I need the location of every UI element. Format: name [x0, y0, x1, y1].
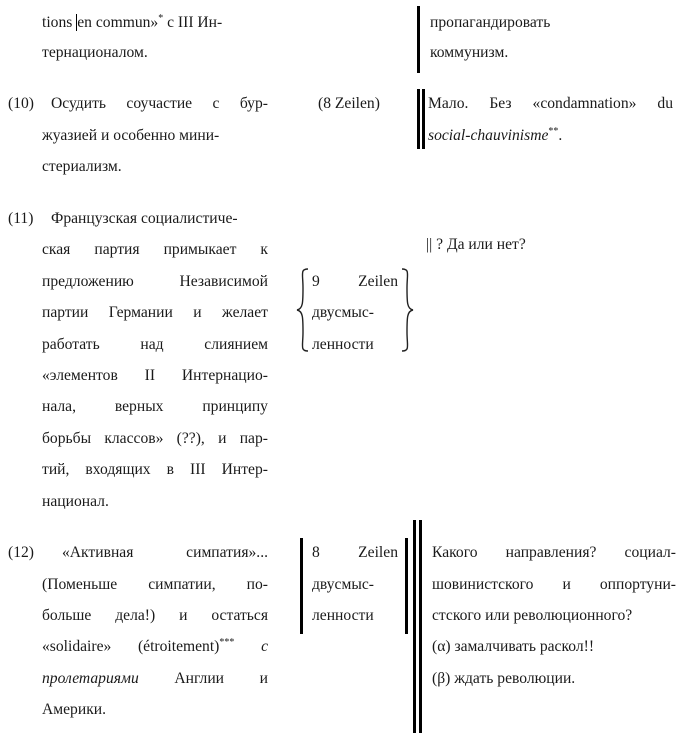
- item12-mid-line-2: двусмыс-: [312, 576, 374, 593]
- left-curly-brace: [296, 268, 310, 352]
- item10-mid-note: (8 Zeilen): [318, 95, 380, 112]
- item10-number: (10): [8, 95, 34, 112]
- text-cursor: en commun»: [77, 14, 159, 31]
- item12-right-line-5: (β) ждать революции.: [432, 670, 576, 687]
- item11-line-2: ская партия примыкает к: [42, 241, 268, 258]
- item11-mid-line-1: 9 Zeilen: [312, 273, 398, 290]
- item12-right-line-1: Какого направления? социал-: [432, 544, 676, 561]
- item11-line-3: предложению Независимой: [42, 273, 268, 290]
- item11-mid-line-3: ленности: [312, 336, 374, 353]
- item10-line-2: жуазией и особенно мини-: [42, 127, 220, 144]
- double-bar-left: [417, 89, 420, 149]
- item12-number: (12): [8, 544, 34, 561]
- item10-line-3: стериализм.: [42, 158, 122, 175]
- item11-right-note: || ? Да или нет?: [426, 236, 526, 253]
- item12-line-2: (Поменьше симпатии, по-: [42, 576, 268, 593]
- item11-line-4: партии Германии и желает: [42, 304, 268, 321]
- item11-line-9: тий, входящих в III Интер-: [42, 461, 268, 478]
- item11-mid-line-2: двусмыс-: [312, 304, 374, 321]
- item12-right-line-2: шовинистского и оппортуни-: [432, 576, 676, 593]
- double-bar-right: [422, 89, 425, 149]
- item12-line-5: пролетариями Англии и: [42, 670, 268, 687]
- item11-line-6: «элементов II Интернацио-: [42, 367, 268, 384]
- margin-bar: [417, 6, 420, 73]
- item12-right-line-4: (α) замалчивать раскол!!: [432, 638, 595, 655]
- top-left-line-1: tions en commun»* с III Ин-: [42, 12, 223, 31]
- item12-mid-line-1: 8 Zeilen: [312, 544, 398, 561]
- item10-right-line-2: social-chauvinisme**.: [428, 125, 563, 144]
- item10-line-1: Осудить соучастие с бур-: [51, 95, 268, 112]
- right-curly-brace: [400, 268, 414, 352]
- item12-line-1: «Активная симпатия»...: [62, 544, 268, 561]
- item11-line-5: работать над слиянием: [42, 336, 268, 353]
- item12-double-bar-right: [419, 520, 422, 733]
- top-left-line-2: тернационалом.: [42, 44, 148, 61]
- item11-line-8: борьбы классов» (??), и пар-: [42, 430, 268, 447]
- item12-line-6: Америки.: [42, 701, 107, 718]
- item11-number: (11): [8, 210, 34, 227]
- item11-line-7: нала, верных принципу: [42, 398, 268, 415]
- item12-mid-line-3: ленности: [312, 607, 374, 624]
- item12-double-bar-left: [413, 520, 416, 733]
- item11-line-10: национал.: [42, 493, 109, 510]
- item12-line-4: «solidaire» (étroitement)*** с: [42, 636, 268, 655]
- top-right-line-2: коммунизм.: [430, 44, 509, 61]
- item12-left-bar: [300, 538, 303, 634]
- item12-right-line-3: стского или революционного?: [432, 607, 633, 624]
- item10-right-line-1: Мало. Без «condamnation» du: [428, 95, 673, 112]
- item11-line-1: Французская социалистиче-: [51, 210, 238, 227]
- item12-mid-bar: [405, 538, 408, 634]
- item12-line-3: больше дела!) и остаться: [42, 607, 268, 624]
- top-right-line-1: пропагандировать: [430, 14, 551, 31]
